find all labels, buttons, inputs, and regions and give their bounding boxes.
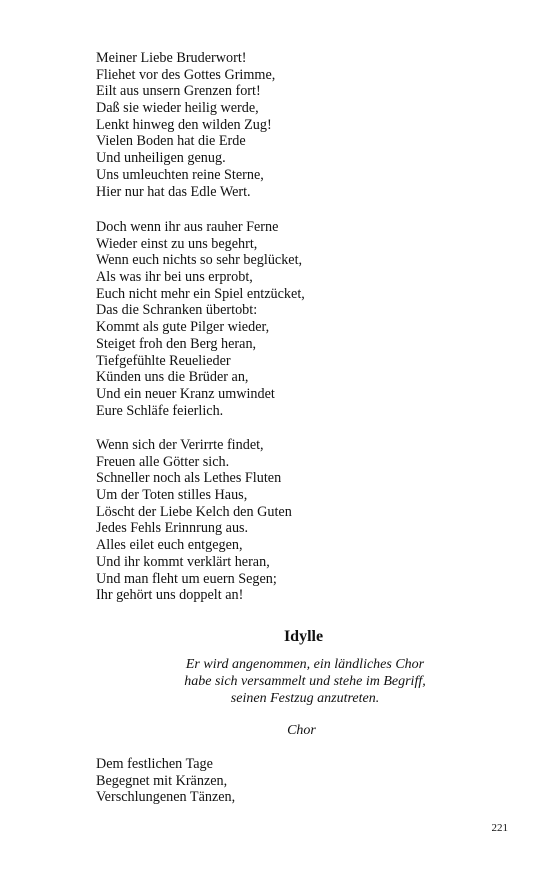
verse-line: Verschlungenen Tänzen, bbox=[96, 789, 236, 806]
verse-line: Wenn euch nichts so sehr beglücket, bbox=[96, 252, 303, 269]
stage-direction-line: habe sich versammelt und stehe im Begriff, bbox=[184, 674, 426, 689]
section-title: Idylle bbox=[283, 628, 324, 645]
chorus-stanza bbox=[96, 756, 456, 806]
verse-line: Vielen Boden hat die Erde bbox=[96, 133, 246, 150]
verse-line: Als was ihr bei uns erprobt, bbox=[96, 269, 253, 286]
verse-line: Künden uns die Brüder an, bbox=[96, 369, 249, 386]
verse-line: Tiefgefühlte Reuelieder bbox=[96, 352, 231, 369]
verse-line: Schneller noch als Lethes Fluten bbox=[96, 470, 282, 487]
verse-line: Eilt aus unsern Grenzen fort! bbox=[96, 83, 261, 100]
verse-line: Daß sie wieder heilig werde, bbox=[96, 100, 259, 117]
verse-line: Euch nicht mehr ein Spiel entzücket, bbox=[96, 285, 305, 302]
verse-line: Meiner Liebe Bruderwort! bbox=[96, 50, 247, 66]
stage-direction-line: seinen Festzug anzutreten. bbox=[230, 691, 380, 706]
poem-stanza-3 bbox=[96, 437, 456, 604]
verse-line: Das die Schranken übertobt: bbox=[96, 302, 258, 319]
verse-line: Alles eilet euch entgegen, bbox=[96, 537, 243, 554]
verse-line: Dem festlichen Tage bbox=[96, 756, 213, 772]
verse-line: Kommt als gute Pilger wieder, bbox=[96, 319, 270, 336]
speaker-label: Chor bbox=[287, 723, 316, 738]
verse-line: Eure Schläfe feierlich. bbox=[96, 402, 224, 419]
verse-line: Fliehet vor des Gottes Grimme, bbox=[96, 66, 276, 83]
verse-line: Und ein neuer Kranz umwindet bbox=[96, 385, 275, 402]
verse-line: Wieder einst zu uns begehrt, bbox=[96, 235, 258, 252]
verse-line: Hier nur hat das Edle Wert. bbox=[96, 183, 251, 200]
page-number: 221 bbox=[491, 822, 508, 834]
stage-direction bbox=[130, 656, 480, 707]
verse-line: Und man fleht um euern Segen; bbox=[96, 570, 277, 587]
verse-line: Lenkt hinweg den wilden Zug! bbox=[96, 116, 272, 133]
verse-line: Löscht der Liebe Kelch den Guten bbox=[96, 503, 292, 520]
verse-line: Doch wenn ihr aus rauher Ferne bbox=[96, 219, 279, 235]
verse-line: Begegnet mit Kränzen, bbox=[96, 772, 228, 789]
verse-line: Wenn sich der Verirrte findet, bbox=[96, 437, 264, 453]
verse-line: Jedes Fehls Erinnrung aus. bbox=[96, 520, 249, 537]
poem-stanza-1 bbox=[96, 50, 456, 200]
verse-line: Freuen alle Götter sich. bbox=[96, 453, 230, 470]
verse-line: Ihr gehört uns doppelt an! bbox=[96, 587, 244, 604]
verse-line: Steiget froh den Berg heran, bbox=[96, 335, 257, 352]
verse-line: Und ihr kommt verklärt heran, bbox=[96, 553, 270, 570]
verse-line: Und unheiligen genug. bbox=[96, 150, 226, 167]
stage-direction-line: Er wird angenommen, ein ländliches Chor bbox=[185, 657, 425, 672]
poem-stanza-2 bbox=[96, 219, 456, 419]
verse-line: Um der Toten stilles Haus, bbox=[96, 487, 248, 504]
verse-line: Uns umleuchten reine Sterne, bbox=[96, 166, 264, 183]
